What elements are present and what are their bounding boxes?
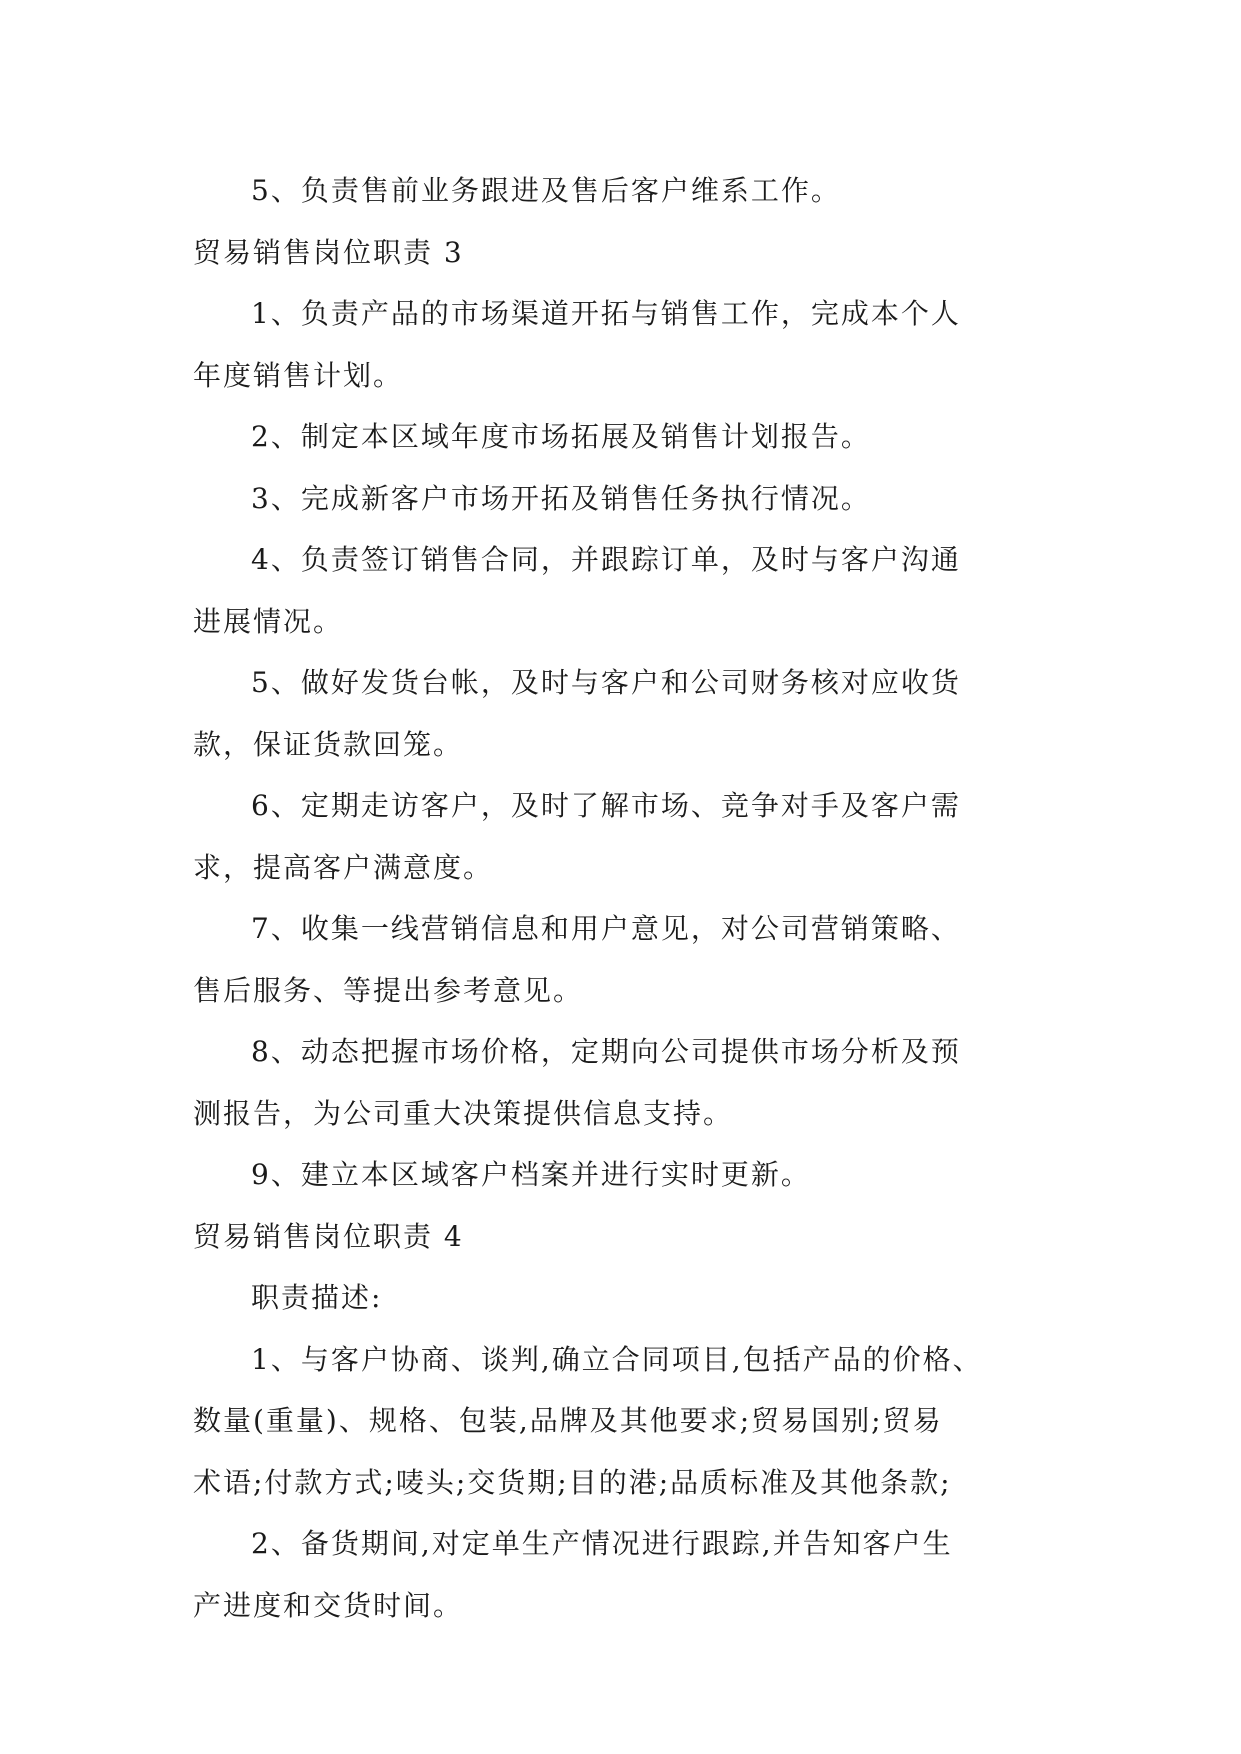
paragraph-line: 产进度和交货时间。 [193, 1588, 464, 1622]
paragraph-line: 4、负责签订销售合同，并跟踪订单，及时与客户沟通 [251, 543, 961, 576]
paragraph-line: 测报告，为公司重大决策提供信息支持。 [193, 1096, 734, 1130]
paragraph-line: 职责描述: [251, 1281, 383, 1314]
paragraph-line: 术语;付款方式;唛头;交货期;目的港;品质标准及其他条款; [193, 1465, 952, 1499]
section-heading: 贸易销售岗位职责 4 [193, 1219, 464, 1253]
document-page [193, 160, 1057, 1636]
paragraph-line: 1、与客户协商、谈判,确立合同项目,包括产品的价格、 [251, 1342, 983, 1376]
paragraph-line: 9、建立本区域客户档案并进行实时更新。 [251, 1158, 811, 1191]
paragraph-line: 3、完成新客户市场开拓及销售任务执行情况。 [251, 481, 871, 515]
paragraph-line: 售后服务、等提出参考意见。 [193, 973, 584, 1007]
paragraph-line: 7、收集一线营销信息和用户意见，对公司营销策略、 [251, 912, 961, 945]
paragraph-line: 5、做好发货台帐，及时与客户和公司财务核对应收货 [251, 666, 961, 699]
paragraph-line: 进展情况。 [193, 604, 344, 638]
paragraph-line: 8、动态把握市场价格，定期向公司提供市场分析及预 [251, 1035, 961, 1068]
paragraph-line: 2、制定本区域年度市场拓展及销售计划报告。 [251, 420, 871, 453]
paragraph-line: 年度销售计划。 [193, 358, 404, 392]
paragraph-line: 1、负责产品的市场渠道开拓与销售工作，完成本个人 [251, 297, 961, 330]
paragraph-line: 数量(重量)、规格、包装,品牌及其他要求;贸易国别;贸易 [193, 1404, 943, 1437]
paragraph-line: 求，提高客户满意度。 [193, 850, 494, 884]
paragraph-line: 2、备货期间,对定单生产情况进行跟踪,并告知客户生 [251, 1527, 953, 1560]
paragraph-line: 6、定期走访客户，及时了解市场、竞争对手及客户需 [251, 789, 961, 822]
paragraph-line: 款，保证货款回笼。 [193, 727, 464, 761]
section-heading: 贸易销售岗位职责 3 [193, 235, 464, 269]
paragraph-line: 5、负责售前业务跟进及售后客户维系工作。 [251, 174, 841, 207]
